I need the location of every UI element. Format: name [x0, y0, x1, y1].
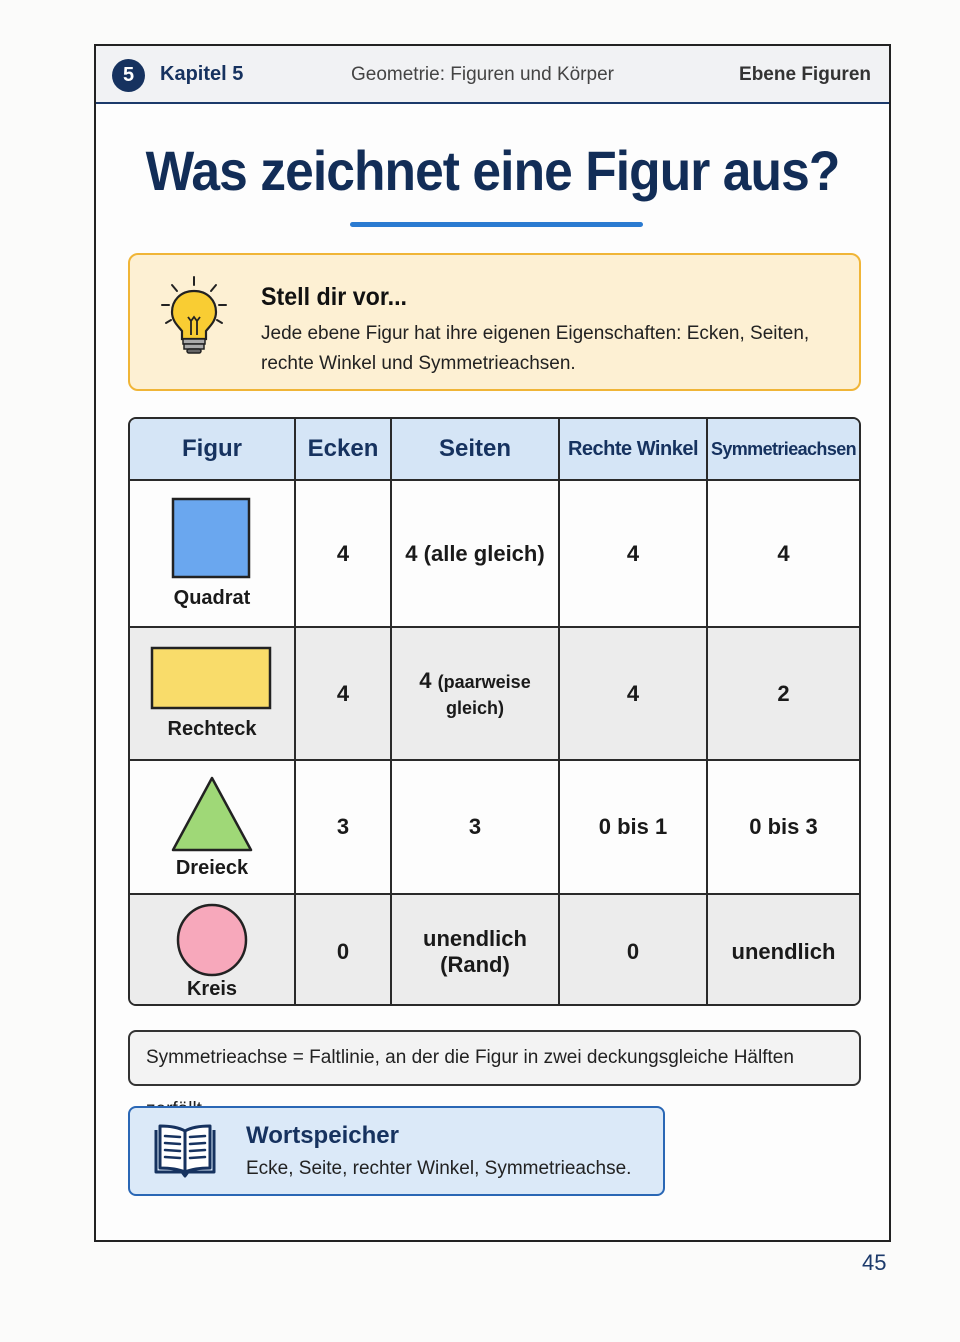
figure-cell — [130, 480, 295, 627]
sides-cell: 3 — [391, 760, 559, 894]
title-underline — [350, 222, 643, 227]
table-row — [130, 760, 859, 894]
sides-cell: unendlich (Rand) — [391, 894, 559, 1006]
figure-name: Dreieck — [175, 856, 249, 879]
figure-cell — [130, 894, 295, 1006]
figure-name: Kreis — [186, 978, 238, 1000]
table-row — [130, 894, 859, 1006]
table-row — [130, 480, 859, 627]
figure-cell — [130, 760, 295, 894]
col-header-figure: Figur — [130, 419, 295, 480]
rectangle-shape — [150, 646, 274, 712]
figure-name: Rechteck — [167, 718, 257, 740]
symmetry-axes-cell: unendlich — [707, 894, 859, 1006]
chapter-header — [96, 46, 889, 104]
page-frame — [94, 44, 891, 1242]
right-angles-cell: 0 — [559, 894, 707, 1006]
sides-cell: 4 (alle gleich) — [391, 480, 559, 627]
corners-cell: 4 — [295, 627, 391, 760]
lightbulb-icon — [158, 273, 230, 357]
symmetry-axes-cell: 2 — [707, 627, 859, 760]
word-bank-heading: Wortspeicher — [246, 1122, 399, 1149]
sides-cell — [391, 627, 559, 760]
topic-label: Ebene Figuren — [739, 64, 871, 85]
right-angles-cell: 4 — [559, 627, 707, 760]
corners-cell: 0 — [295, 894, 391, 1006]
definition-note: Symmetrieachse = Faltlinie, an der die Figur in zwei deckungsgleiche Hälften — [128, 1030, 861, 1086]
triangle-shape — [169, 775, 255, 853]
figure-cell — [130, 627, 295, 760]
symmetry-axes-cell: 0 bis 3 — [707, 760, 859, 894]
corners-cell: 3 — [295, 760, 391, 894]
section-title: Geometrie: Figuren und Körper — [351, 64, 614, 85]
col-header-right-angles: Rechte Winkel — [559, 419, 707, 480]
square-shape — [171, 497, 253, 581]
page-number: 45 — [862, 1250, 887, 1275]
right-angles-cell: 0 bis 1 — [559, 760, 707, 894]
figure-name: Quadrat — [173, 587, 251, 609]
corners-cell: 4 — [295, 480, 391, 627]
book-icon — [152, 1122, 218, 1180]
sides-value: 4 — [419, 667, 432, 693]
sides-note: (paarweise gleich) — [437, 671, 531, 718]
properties-table — [128, 417, 861, 1006]
table-row — [130, 627, 859, 760]
page-title: Was zeichnet eine Figur aus? — [145, 139, 840, 202]
word-bank-text: Ecke, Seite, rechter Winkel, Symmetrieachse. — [246, 1158, 632, 1179]
idea-text: Jede ebene Figur hat ihre eigenen Eigenschaften: Ecken, Seiten, rechte Winkel und Symmetrieachsen. — [261, 323, 810, 374]
col-header-corners: Ecken — [295, 419, 391, 480]
symmetry-axes-cell: 4 — [707, 480, 859, 627]
chapter-number-badge: 5 — [112, 59, 145, 92]
right-angles-cell: 4 — [559, 480, 707, 627]
circle-shape — [175, 902, 249, 978]
col-header-sides: Seiten — [391, 419, 559, 480]
word-bank-box — [128, 1106, 665, 1196]
idea-box — [128, 253, 861, 391]
chapter-label: Kapitel 5 — [160, 63, 244, 85]
col-header-symmetry-axes: Symmetrieachsen — [707, 419, 859, 480]
idea-heading: Stell dir vor... — [261, 283, 408, 311]
